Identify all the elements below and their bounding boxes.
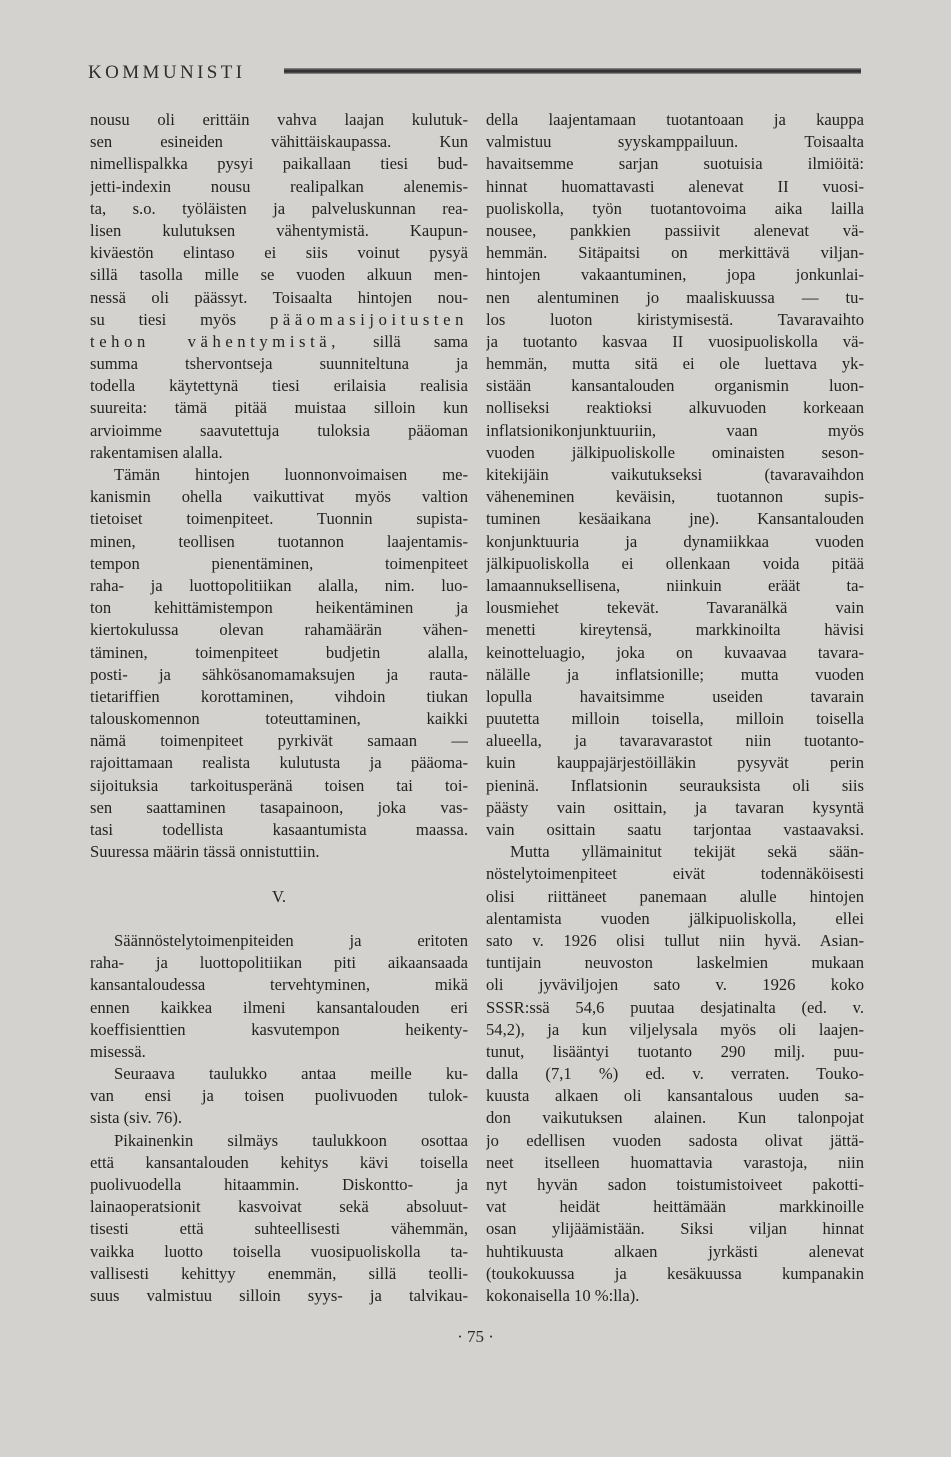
text-line: puutetta milloin toisella, milloin toisella bbox=[486, 709, 864, 729]
text-line: arvioimme saavutettuja tuloksia pääoman bbox=[90, 420, 468, 440]
text-line: vaikka luotto toisella vuosipuoliskolla ta- bbox=[90, 1241, 468, 1261]
text-line: su tiesi myös pääomasijoitusten bbox=[90, 309, 468, 329]
text-line: valmistuu syyskamppailuun. Toisaalta bbox=[486, 132, 864, 152]
text-line: tehon vähentymistä, sillä sama bbox=[90, 331, 468, 351]
text-line: osan ylijäämistään. Siksi viljan hinnat bbox=[486, 1219, 864, 1239]
text-line: päästy vain osittain, ja tavaran kysyntä bbox=[486, 797, 864, 817]
text-line: van ensi ja toisen puolivuoden tulok- bbox=[90, 1086, 468, 1106]
text-line: lamaannuksellisena, niinkuin eräät ta- bbox=[486, 575, 864, 595]
text-line: kokonaisella 10 %:lla). bbox=[486, 1285, 640, 1305]
text-line: posti- ja sähkösanomamaksujen ja rauta- bbox=[90, 664, 468, 684]
text-line: Seuraava taulukko antaa meille ku- bbox=[114, 1064, 468, 1084]
text-line: kanismin ohella vaikuttivat myös valtion bbox=[90, 487, 468, 507]
text-line: neet itselleen huomattavia varastoja, niin bbox=[486, 1152, 864, 1172]
text-line: konjunktuuria ja dynamiikkaa vuoden bbox=[486, 531, 864, 551]
text-line: pieninä. Inflatsionin seurauksista oli siis bbox=[486, 775, 864, 795]
text-line: vallisesti kehittyy enemmän, sillä teolli- bbox=[90, 1263, 468, 1283]
page-number: · 75 · bbox=[457, 1327, 494, 1346]
text-line: hemmän, mutta sitä ei ole luettava yk- bbox=[486, 354, 864, 374]
text-line: jo edellisen vuoden sadosta olivat jättä- bbox=[486, 1130, 864, 1150]
text-line: tempon pienentäminen, toimenpiteet bbox=[90, 553, 468, 573]
blank-line bbox=[90, 908, 468, 930]
text-line: nousu oli erittäin vahva laajan kulutuk- bbox=[90, 110, 468, 129]
text-line: sijoituksia tarkoitusperänä toisen tai toi- bbox=[90, 775, 468, 795]
text-line: menetti kireytensä, markkinoilta hävisi bbox=[486, 620, 864, 640]
text-line: puolivuodella hitaammin. Diskontto- ja bbox=[90, 1175, 468, 1194]
header-rule bbox=[284, 68, 861, 74]
text-line: lisen kulutuksen vähentymistä. Kaupun- bbox=[90, 220, 468, 240]
text-line: della laajentamaan tuotantoaan ja kauppa bbox=[486, 110, 864, 129]
text-line: suus valmistuu silloin syys- ja talvikau- bbox=[90, 1285, 468, 1305]
text-line: nyt hyvän sadon toistumistoiveet pakotti- bbox=[486, 1175, 864, 1194]
text-line: kiertokulussa olevan rahamäärän vähen- bbox=[90, 620, 468, 640]
left-column bbox=[90, 109, 468, 1307]
text-line: nessä oli päässyt. Toisaalta hintojen nou- bbox=[90, 287, 468, 307]
text-line: tunut, lisääntyi tuotanto 290 milj. puu- bbox=[486, 1041, 864, 1061]
text-line: rajoittamaan realista kulutusta ja pääoma- bbox=[90, 753, 468, 773]
text-line: nolliseksi reaktioksi alkuvuoden korkeaan bbox=[486, 398, 864, 418]
text-line: nälälle ja inflatsionille; mutta vuoden bbox=[486, 664, 864, 684]
text-line: vain osittain saatu tarjontaa vastaavaksi. bbox=[486, 820, 864, 839]
text-line: minen, teollisen tuotannon laajentamis- bbox=[90, 531, 468, 551]
text-line: raha- ja luottopolitiikan alalla, nim. luo- bbox=[90, 575, 468, 595]
text-line: misessä. bbox=[90, 1041, 146, 1061]
text-line: tuminen kesäaikana jne). Kansantalouden bbox=[486, 509, 864, 529]
text-line: los luoton kiristymisestä. Tavaravaihto bbox=[486, 309, 864, 329]
text-line: jetti-indexin nousu realipalkan alenemis- bbox=[90, 176, 468, 196]
text-line: nöstelytoimenpiteet eivät todennäköisesti bbox=[486, 864, 864, 884]
text-line: lousmiehet tekevät. Tavaranälkä vain bbox=[486, 598, 864, 618]
text-line: oli jyväviljojen sato v. 1926 koko bbox=[486, 975, 864, 995]
text-line: tasi todellista kasaantumista maassa. bbox=[90, 820, 468, 839]
text-line: ton kehittämistempon heikentäminen ja bbox=[90, 598, 468, 618]
emphasized-text: pääomasijoitusten bbox=[269, 309, 468, 329]
text-line: 54,2), ja kun viljelysala myös oli laajen- bbox=[486, 1019, 864, 1039]
text-line: todella käytettynä tiesi erilaisia realisia bbox=[90, 376, 468, 396]
text-line: kuusta alkaen oli kansantalous uuden sa- bbox=[486, 1086, 864, 1106]
text-line: suureita: tämä pitää muistaa silloin kun bbox=[90, 398, 468, 418]
text-line: jälkipuoliskolla ei ollenkaan voida pitää bbox=[486, 553, 864, 573]
text-line: ta, s.o. työläisten ja palveluskunnan rea- bbox=[90, 198, 468, 218]
text-line: alueella, ja tavaravarastot niin tuotanto- bbox=[486, 731, 864, 751]
text-line: nimellispalkka pysyi paikallaan tiesi bud- bbox=[90, 154, 468, 174]
text-line: tuntijain neuvoston laskelmien mukaan bbox=[486, 953, 864, 973]
text-line: havaitsemme sarjan suotuisia ilmiöitä: bbox=[486, 154, 864, 174]
section-heading: V. bbox=[272, 886, 286, 906]
text-line: hemmän. Sitäpaitsi on merkittävä viljan- bbox=[486, 243, 864, 263]
text-line: sillä tasolla mille se vuoden alkuun men- bbox=[90, 265, 468, 285]
text-line: koeffisienttien kasvutempon heikenty- bbox=[90, 1019, 468, 1039]
emphasized-text: tehon vähentymistä, bbox=[90, 331, 341, 351]
text-line: alentamista vuoden jälkipuoliskolla, ellei bbox=[486, 908, 864, 928]
text-line: Tämän hintojen luonnonvoimaisen me- bbox=[114, 465, 468, 484]
text-line: kitekijäin vaikutukseksi (tavaravaihdon bbox=[486, 465, 864, 484]
text-line: huhtikuusta alkaen jyrkästi alenevat bbox=[486, 1241, 864, 1261]
text-line: kuin kauppajärjestöilläkin pysyvät perin bbox=[486, 753, 864, 773]
text-line: raha- ja luottopolitiikan piti aikaansaada bbox=[90, 953, 468, 973]
text-line: tisesti että suhteellisesti vähemmän, bbox=[90, 1219, 468, 1239]
right-column bbox=[486, 109, 864, 1307]
text-line: väheneminen keväisin, tuotannon supis- bbox=[486, 487, 864, 507]
text-line: puoliskolla, työn tuotantovoima aika lailla bbox=[486, 198, 864, 218]
text-line: sista (siv. 76). bbox=[90, 1108, 183, 1128]
text-line: (toukokuussa ja kesäkuussa kumpanakin bbox=[486, 1263, 864, 1283]
text-line: lainaoperatsionit kasvoivat sekä absoluut- bbox=[90, 1197, 468, 1217]
text-line: täminen, toimenpiteet budjetin alalla, bbox=[90, 642, 468, 662]
text-line: nen alentuminen jo maaliskuussa — tu- bbox=[486, 287, 864, 307]
text-line: tietoiset toimenpiteet. Tuonnin supista- bbox=[90, 509, 468, 529]
text-line: Säännöstelytoimenpiteiden ja eritoten bbox=[114, 930, 468, 950]
text-line: vat heidät heittämään markkinoille bbox=[486, 1197, 864, 1217]
text-line: lopulla havaitsimme useiden tavarain bbox=[486, 686, 864, 706]
text-line: summa tshervontseja suunniteltuna ja bbox=[90, 354, 468, 374]
text-line: talouskomennon toteuttaminen, kaikki bbox=[90, 709, 468, 729]
text-line: ennen kaikkea ilmeni kansantalouden eri bbox=[90, 997, 468, 1017]
text-line: nousee, pankkien passiivit alenevat vä- bbox=[486, 220, 864, 240]
text-line: kansantaloudessa tervehtyminen, mikä bbox=[90, 975, 468, 995]
text-line: Mutta yllämainitut tekijät sekä sään- bbox=[510, 842, 864, 862]
blank-line bbox=[90, 863, 468, 885]
text-line: keinotteluagio, joka on kuvaavaa tavara- bbox=[486, 642, 864, 662]
text-line: SSSR:ssä 54,6 puutaa desjatinalta (ed. v. bbox=[486, 997, 864, 1017]
text-line: että kansantalouden kehitys kävi toisella bbox=[90, 1152, 468, 1172]
text-line: nämä toimenpiteet pyrkivät samaan — bbox=[90, 731, 468, 751]
text-line: kiväestön elintaso ei siis voinut pysyä bbox=[90, 243, 468, 263]
text-line: sen esineiden vähittäiskaupassa. Kun bbox=[90, 132, 468, 152]
journal-title: KOMMUNISTI bbox=[88, 62, 246, 83]
text-line: hinnat huomattavasti alenevat II vuosi- bbox=[486, 176, 864, 196]
text-line: vuoden jälkipuoliskolle ominaisten seson- bbox=[486, 442, 864, 462]
text-line: sen saattaminen tasapainoon, joka vas- bbox=[90, 797, 468, 817]
text-line: tietariffien korottaminen, vihdoin tiukan bbox=[90, 686, 468, 706]
text-line: don vaikutuksen alainen. Kun talonpojat bbox=[486, 1108, 864, 1128]
running-header bbox=[88, 58, 863, 88]
text-line: dalla (7,1 %) ed. v. verraten. Touko- bbox=[486, 1064, 864, 1084]
text-line: olisi riittäneet panemaan alulle hintojen bbox=[486, 886, 864, 906]
text-line: sato v. 1926 olisi tullut niin hyvä. Asian- bbox=[486, 930, 864, 950]
text-line: hintojen vakaantuminen, jopa jonkunlai- bbox=[486, 265, 864, 285]
text-line: Pikainenkin silmäys taulukkoon osottaa bbox=[114, 1130, 468, 1150]
text-line: inflatsionikonjunktuuriin, vaan myös bbox=[486, 420, 864, 440]
text-line: ja tuotanto kasvaa II vuosipuoliskolla vä- bbox=[486, 331, 864, 351]
text-line: rakentamisen alalla. bbox=[90, 442, 223, 462]
text-line: Suuressa määrin tässä onnistuttiin. bbox=[90, 842, 320, 862]
text-line: sistään kansantalouden organismin luon- bbox=[486, 376, 864, 396]
